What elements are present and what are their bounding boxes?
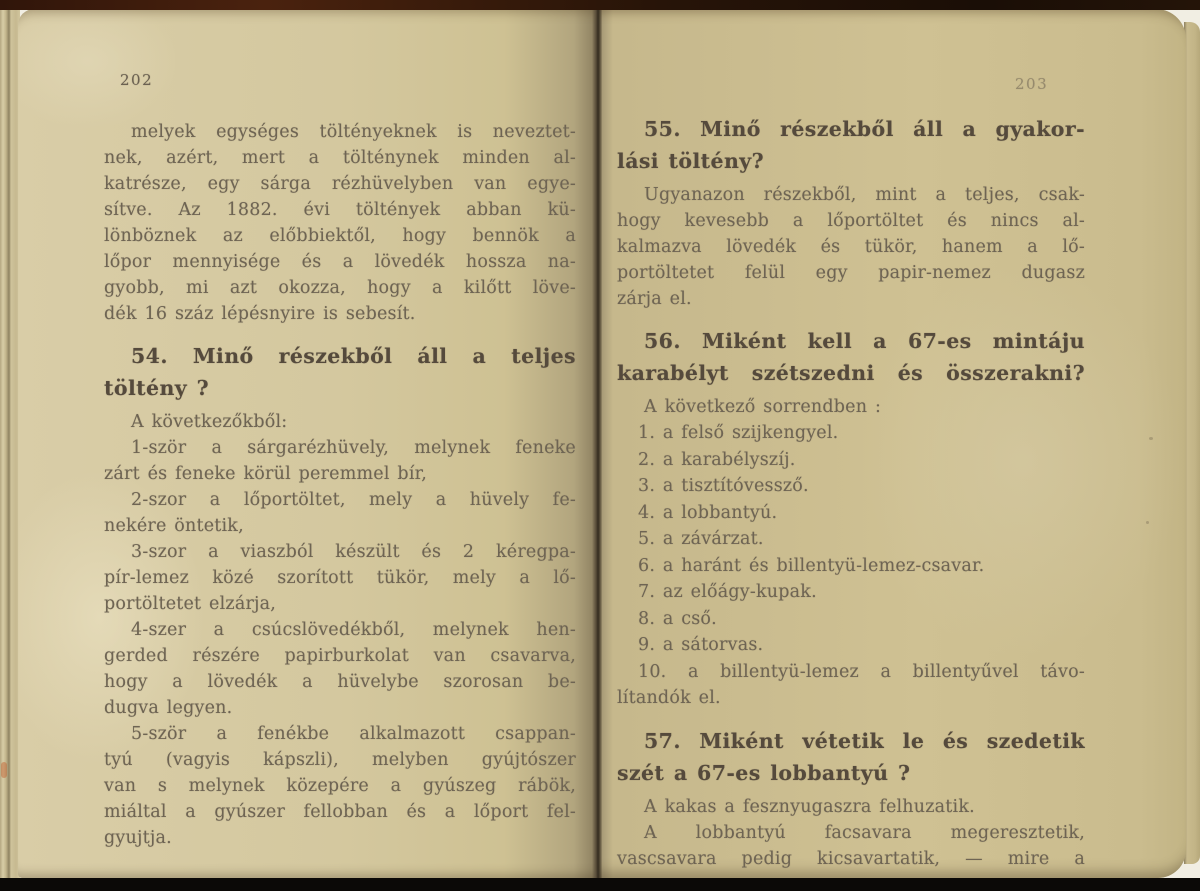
- scan-speck: [1149, 437, 1153, 440]
- list-item: [617, 632, 1085, 659]
- text-line: portöltetet felül egy papir-nemez dugasz: [617, 263, 1085, 283]
- paragraph: [104, 617, 576, 721]
- text-line: szét a 67-es lobbantyú ?: [617, 760, 911, 785]
- question-heading: [617, 325, 1085, 389]
- text-line: van s melynek közepére a gyúszeg rábök,: [104, 776, 576, 796]
- text-line: 2-szor a lőportöltet, mely a hüvely fe-: [131, 490, 576, 510]
- text-line: dék 16 száz lépésnyire is sebesít.: [104, 304, 416, 324]
- list-item: [617, 579, 1085, 606]
- question-heading: [104, 340, 576, 404]
- paragraph: [104, 409, 576, 435]
- text-line: zárja el.: [617, 289, 692, 309]
- text-line: 1-ször a sárgarézhüvely, melynek feneke: [131, 438, 576, 458]
- right-page: [597, 9, 1186, 878]
- book-gutter-shadow: [592, 9, 602, 878]
- paragraph: [104, 721, 576, 851]
- text-line: 5-ször a fenékbe alkalmazott csappan-: [131, 724, 576, 744]
- text-line: A következő sorrendben :: [644, 397, 882, 417]
- scan-speck: [1146, 521, 1149, 524]
- paragraph: [104, 435, 576, 487]
- text-line: 3. a tisztítóvessző.: [638, 476, 809, 496]
- paragraph: [104, 119, 576, 327]
- text-line: 7. az előágy-kupak.: [638, 582, 817, 602]
- text-line: gerded részére papirburkolat van csavarva,: [104, 646, 576, 666]
- text-line: nek, azért, mert a tölténynek minden al-: [104, 148, 576, 168]
- right-page-edges: [1184, 22, 1200, 864]
- text-line: gyujtja.: [104, 828, 172, 848]
- list-item: [617, 659, 1085, 712]
- text-line: 4-szer a csúcslövedékből, melynek hen-: [131, 620, 576, 640]
- text-line: lőpor mennyisége és a lövedék hossza na-: [104, 252, 576, 272]
- text-line: tyú (vagyis kápszli), melyben gyújtószer: [104, 750, 576, 770]
- text-line: 8. a cső.: [638, 608, 717, 629]
- text-line: lítandók el.: [617, 688, 721, 708]
- left-page-edges: [0, 8, 20, 883]
- text-line: 10. a billentyü-lemez a billentyűvel távo-: [638, 661, 1085, 682]
- text-line: miáltal a gyúszer fellobban és a lőport fel-: [104, 802, 576, 822]
- list-item: [617, 500, 1085, 527]
- text-line: 3-szor a viaszból készült és 2 kéregpa-: [131, 542, 576, 562]
- text-line: 54. Minő részekből áll a teljes: [131, 344, 576, 368]
- text-line: 55. Minő részekből áll a gyakor-: [644, 117, 1085, 141]
- list-item: [617, 420, 1085, 447]
- question-heading: [617, 113, 1085, 177]
- text-line: A következőkből:: [131, 412, 288, 432]
- list-item: [617, 447, 1085, 474]
- text-line: lönböznek az előbbiektől, hogy bennök a: [104, 226, 576, 246]
- text-line: pír-lemez közé szorított tükör, mely a lő-: [104, 568, 576, 588]
- paragraph: [617, 820, 1085, 872]
- paragraph: [104, 487, 576, 539]
- text-line: 57. Miként vétetik le és szedetik: [644, 728, 1085, 753]
- right-page-number: 203: [1015, 75, 1049, 93]
- left-page: [18, 9, 597, 878]
- text-line: Ugyanazon részekből, mint a teljes, csak-: [644, 185, 1085, 205]
- paragraph: [617, 182, 1085, 312]
- text-line: sítve. Az 1882. évi töltények abban kü-: [104, 200, 576, 220]
- text-line: 6. a haránt és billentyü-lemez-csavar.: [638, 555, 985, 576]
- list-item: [617, 553, 1085, 580]
- paragraph: [617, 794, 1085, 820]
- text-line: kalmazva lövedék és tükör, hanem a lő-: [617, 237, 1085, 257]
- photo-bottom-edge: [0, 878, 1200, 891]
- text-line: 2. a karabélyszíj.: [638, 449, 796, 470]
- text-line: katrésze, egy sárga rézhüvelyben van egye-: [104, 174, 576, 194]
- text-line: portöltetet elzárja,: [104, 594, 277, 614]
- text-line: vascsavara pedig kicsavartatik, — mire a: [617, 848, 1085, 869]
- list-item: [617, 526, 1085, 553]
- text-line: hogy kevesebb a lőportöltet és nincs al-: [617, 211, 1085, 231]
- text-line: gyobb, mi azt okozza, hogy a kilőtt löve-: [104, 278, 576, 298]
- text-line: A lobbantyú facsavara megeresztetik,: [644, 822, 1085, 843]
- left-page-text: [104, 119, 576, 851]
- text-line: töltény ?: [104, 376, 210, 400]
- text-line: 1. a felső szijkengyel.: [638, 423, 839, 443]
- paragraph: [104, 539, 576, 617]
- text-line: 9. a sátorvas.: [638, 635, 764, 655]
- text-line: 4. a lobbantyú.: [638, 502, 778, 523]
- text-line: melyek egységes töltényeknek is neveztet-: [131, 122, 576, 142]
- photo-top-edge: [0, 0, 1200, 10]
- text-line: 5. a závárzat.: [638, 529, 764, 549]
- list-item: [617, 473, 1085, 500]
- left-page-number: 202: [120, 71, 154, 89]
- text-line: lási töltény?: [617, 149, 765, 173]
- right-page-text: [617, 113, 1085, 872]
- text-line: zárt és feneke körül peremmel bír,: [104, 464, 428, 484]
- list-item: [617, 606, 1085, 633]
- text-line: 56. Miként kell a 67-es mintáju: [644, 329, 1085, 353]
- text-line: A kakas a fesznyugaszra felhuzatik.: [644, 796, 975, 817]
- text-line: dugva legyen.: [104, 698, 233, 718]
- paragraph: [617, 394, 1085, 420]
- scan-artifact: [1, 762, 7, 778]
- text-line: karabélyt szétszedni és összerakni?: [617, 361, 1085, 385]
- text-line: hogy a lövedék a hüvelybe szorosan be-: [104, 672, 576, 692]
- question-heading: [617, 725, 1085, 789]
- text-line: nekére öntetik,: [104, 516, 244, 536]
